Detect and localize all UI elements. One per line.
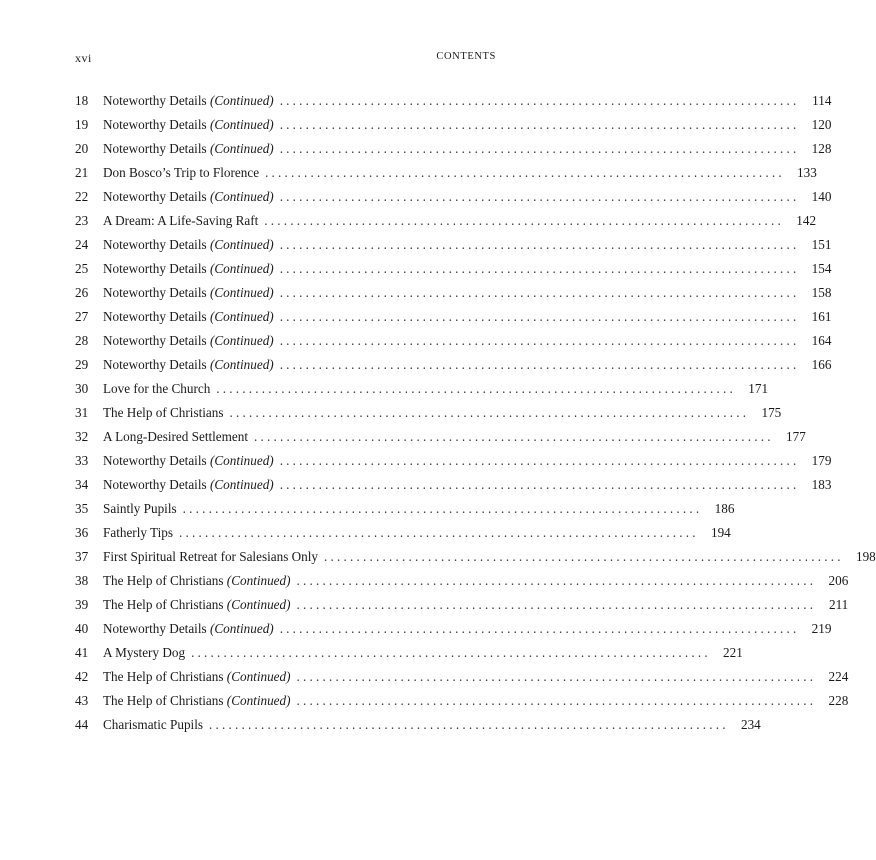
toc-entry[interactable] bbox=[75, 377, 769, 401]
chapter-title bbox=[103, 641, 185, 665]
toc-entry[interactable] bbox=[75, 401, 782, 425]
chapter-title bbox=[103, 281, 274, 305]
chapter-title bbox=[103, 545, 318, 569]
chapter-title-text: Fatherly Tips bbox=[103, 525, 173, 540]
chapter-number: 35 bbox=[75, 501, 89, 516]
chapter-number: 37 bbox=[75, 549, 89, 564]
chapter-subtitle: (Continued) bbox=[209, 453, 274, 468]
dot-leader: ................................................................................ bbox=[182, 501, 703, 516]
toc-entry[interactable] bbox=[75, 161, 817, 185]
page-reference: 198 bbox=[855, 549, 876, 564]
chapter-number: 19 bbox=[75, 117, 89, 132]
chapter-number: 23 bbox=[75, 213, 89, 228]
toc-entry[interactable] bbox=[75, 233, 832, 257]
chapter-title bbox=[103, 689, 291, 713]
chapter-subtitle: (Continued) bbox=[209, 237, 274, 252]
chapter-subtitle: (Continued) bbox=[209, 141, 274, 156]
toc-entry[interactable] bbox=[75, 689, 849, 713]
chapter-number: 32 bbox=[75, 429, 89, 444]
chapter-title-text: The Help of Christians bbox=[103, 405, 224, 420]
dot-leader: ................................................................................ bbox=[296, 573, 817, 588]
dot-leader: ................................................................................ bbox=[279, 453, 800, 468]
page-reference: 177 bbox=[786, 429, 806, 444]
chapter-title-text: The Help of Christians bbox=[103, 573, 227, 588]
chapter-subtitle: (Continued) bbox=[209, 117, 274, 132]
page-reference: 179 bbox=[811, 453, 832, 468]
chapter-title bbox=[103, 137, 274, 161]
page-reference: 228 bbox=[828, 693, 849, 708]
toc-entry[interactable] bbox=[75, 89, 832, 113]
chapter-number: 27 bbox=[75, 309, 89, 324]
chapter-number: 38 bbox=[75, 573, 89, 588]
chapter-subtitle: (Continued) bbox=[209, 333, 274, 348]
chapter-number: 31 bbox=[75, 405, 89, 420]
page-reference: 161 bbox=[811, 309, 832, 324]
chapter-title-text: Love for the Church bbox=[103, 381, 211, 396]
dot-leader: ................................................................................ bbox=[279, 93, 800, 108]
chapter-title-text: Noteworthy Details bbox=[103, 141, 210, 156]
chapter-title bbox=[103, 497, 177, 521]
chapter-subtitle: (Continued) bbox=[226, 669, 291, 684]
toc-entry[interactable] bbox=[75, 569, 849, 593]
page-reference: 164 bbox=[811, 333, 832, 348]
page-reference: 224 bbox=[828, 669, 849, 684]
chapter-number: 43 bbox=[75, 693, 89, 708]
dot-leader: ................................................................................ bbox=[254, 429, 774, 444]
chapter-number: 24 bbox=[75, 237, 89, 252]
toc-entry[interactable] bbox=[75, 617, 832, 641]
chapter-subtitle: (Continued) bbox=[226, 693, 291, 708]
chapter-title-text: Noteworthy Details bbox=[103, 237, 210, 252]
chapter-number: 44 bbox=[75, 717, 89, 732]
chapter-subtitle: (Continued) bbox=[209, 93, 274, 108]
table-of-contents bbox=[75, 89, 876, 737]
chapter-title-text: A Mystery Dog bbox=[103, 645, 186, 660]
page-reference: 120 bbox=[811, 117, 832, 132]
page-reference: 175 bbox=[761, 405, 782, 420]
toc-entry[interactable] bbox=[75, 425, 806, 449]
chapter-subtitle: (Continued) bbox=[209, 189, 274, 204]
toc-entry[interactable] bbox=[75, 641, 743, 665]
toc-entry[interactable] bbox=[75, 185, 832, 209]
dot-leader: ................................................................................ bbox=[279, 357, 800, 372]
chapter-title-text: The Help of Christians bbox=[103, 669, 227, 684]
dot-leader: ................................................................................ bbox=[279, 285, 800, 300]
chapter-title bbox=[103, 329, 274, 353]
chapter-title-text: Noteworthy Details bbox=[103, 477, 210, 492]
chapter-title bbox=[103, 377, 210, 401]
page-reference: 151 bbox=[811, 237, 832, 252]
chapter-title-text: Noteworthy Details bbox=[103, 189, 210, 204]
chapter-title bbox=[103, 305, 274, 329]
toc-entry[interactable] bbox=[75, 521, 731, 545]
dot-leader: ................................................................................ bbox=[279, 477, 800, 492]
chapter-title bbox=[103, 665, 291, 689]
dot-leader: ................................................................................ bbox=[296, 597, 817, 612]
dot-leader: ................................................................................ bbox=[279, 237, 800, 252]
chapter-number: 34 bbox=[75, 477, 89, 492]
page-reference: 166 bbox=[811, 357, 832, 372]
toc-entry[interactable] bbox=[75, 713, 761, 737]
chapter-subtitle: (Continued) bbox=[209, 285, 274, 300]
chapter-title-text: Charismatic Pupils bbox=[103, 717, 204, 732]
chapter-number: 21 bbox=[75, 165, 89, 180]
chapter-title bbox=[103, 401, 224, 425]
page-reference: 194 bbox=[710, 525, 731, 540]
chapter-title-text: Noteworthy Details bbox=[103, 261, 210, 276]
toc-entry[interactable] bbox=[75, 449, 832, 473]
chapter-title-text: Noteworthy Details bbox=[103, 117, 210, 132]
page-number: xvi bbox=[75, 51, 92, 65]
chapter-title bbox=[103, 617, 274, 641]
toc-entry[interactable] bbox=[75, 137, 832, 161]
dot-leader: ................................................................................ bbox=[296, 669, 817, 684]
chapter-title bbox=[103, 473, 274, 497]
chapter-title-text: Don Bosco’s Trip to Florence bbox=[103, 165, 260, 180]
page-reference: 140 bbox=[811, 189, 832, 204]
toc-entry[interactable] bbox=[75, 209, 817, 233]
chapter-number: 26 bbox=[75, 285, 89, 300]
chapter-title bbox=[103, 257, 274, 281]
chapter-title bbox=[103, 449, 274, 473]
chapter-number: 33 bbox=[75, 453, 89, 468]
page-reference: 154 bbox=[811, 261, 832, 276]
chapter-title-text: Noteworthy Details bbox=[103, 621, 210, 636]
page-reference: 234 bbox=[740, 717, 761, 732]
chapter-title-text: The Help of Christians bbox=[103, 597, 227, 612]
chapter-title bbox=[103, 113, 274, 137]
chapter-title-text: The Help of Christians bbox=[103, 693, 227, 708]
chapter-title-text: A Long-Desired Settlement bbox=[103, 429, 249, 444]
chapter-title bbox=[103, 713, 203, 737]
chapter-title bbox=[103, 353, 274, 377]
dot-leader: ................................................................................ bbox=[229, 405, 750, 420]
page-reference: 211 bbox=[828, 597, 849, 612]
dot-leader: ................................................................................ bbox=[279, 333, 800, 348]
chapter-title-text: Noteworthy Details bbox=[103, 285, 210, 300]
chapter-subtitle: (Continued) bbox=[226, 573, 291, 588]
toc-entry[interactable] bbox=[75, 353, 832, 377]
chapter-number: 39 bbox=[75, 597, 89, 612]
dot-leader: ................................................................................ bbox=[279, 189, 800, 204]
dot-leader: ................................................................................ bbox=[179, 525, 699, 540]
chapter-title bbox=[103, 569, 291, 593]
chapter-title bbox=[103, 521, 173, 545]
chapter-number: 41 bbox=[75, 645, 89, 660]
toc-entry[interactable] bbox=[75, 305, 832, 329]
dot-leader: ................................................................................ bbox=[296, 693, 817, 708]
page-reference: 183 bbox=[811, 477, 832, 492]
toc-entry[interactable] bbox=[75, 257, 832, 281]
chapter-number: 25 bbox=[75, 261, 89, 276]
chapter-title bbox=[103, 89, 274, 113]
dot-leader: ................................................................................ bbox=[191, 645, 711, 660]
chapter-number: 20 bbox=[75, 141, 89, 156]
section-title: CONTENTS bbox=[436, 51, 496, 62]
dot-leader: ................................................................................ bbox=[265, 165, 785, 180]
chapter-title bbox=[103, 425, 248, 449]
chapter-subtitle: (Continued) bbox=[226, 597, 291, 612]
dot-leader: ................................................................................ bbox=[279, 261, 800, 276]
chapter-number: 40 bbox=[75, 621, 89, 636]
dot-leader: ................................................................................ bbox=[209, 717, 729, 732]
dot-leader: ................................................................................ bbox=[324, 549, 844, 564]
toc-entry[interactable] bbox=[75, 473, 832, 497]
chapter-number: 42 bbox=[75, 669, 89, 684]
page-reference: 128 bbox=[811, 141, 832, 156]
page-reference: 171 bbox=[748, 381, 769, 396]
dot-leader: ................................................................................ bbox=[264, 213, 785, 228]
running-header bbox=[75, 51, 496, 71]
chapter-title-text: Saintly Pupils bbox=[103, 501, 177, 516]
chapter-title bbox=[103, 185, 274, 209]
page-reference: 206 bbox=[828, 573, 849, 588]
chapter-title-text: A Dream: A Life-Saving Raft bbox=[103, 213, 259, 228]
page-reference: 219 bbox=[811, 621, 832, 636]
chapter-title-text: Noteworthy Details bbox=[103, 309, 210, 324]
toc-entry[interactable] bbox=[75, 665, 849, 689]
chapter-number: 22 bbox=[75, 189, 89, 204]
chapter-subtitle: (Continued) bbox=[209, 309, 274, 324]
chapter-number: 18 bbox=[75, 93, 89, 108]
chapter-title-text: Noteworthy Details bbox=[103, 453, 210, 468]
page-reference: 158 bbox=[811, 285, 832, 300]
chapter-title-text: First Spiritual Retreat for Salesians Only bbox=[103, 549, 318, 564]
dot-leader: ................................................................................ bbox=[279, 141, 800, 156]
chapter-subtitle: (Continued) bbox=[209, 477, 274, 492]
dot-leader: ................................................................................ bbox=[279, 621, 800, 636]
chapter-number: 28 bbox=[75, 333, 89, 348]
chapter-title-text: Noteworthy Details bbox=[103, 357, 210, 372]
chapter-title bbox=[103, 161, 259, 185]
dot-leader: ................................................................................ bbox=[216, 381, 737, 396]
chapter-subtitle: (Continued) bbox=[209, 357, 274, 372]
toc-entry[interactable] bbox=[75, 497, 735, 521]
toc-entry[interactable] bbox=[75, 593, 849, 617]
chapter-number: 29 bbox=[75, 357, 89, 372]
chapter-subtitle: (Continued) bbox=[209, 261, 274, 276]
chapter-subtitle: (Continued) bbox=[209, 621, 274, 636]
chapter-title-text: Noteworthy Details bbox=[103, 93, 210, 108]
toc-entry[interactable] bbox=[75, 329, 832, 353]
toc-entry[interactable] bbox=[75, 113, 832, 137]
page-reference: 114 bbox=[812, 93, 832, 108]
dot-leader: ................................................................................ bbox=[279, 117, 800, 132]
chapter-number: 30 bbox=[75, 381, 89, 396]
chapter-number: 36 bbox=[75, 525, 89, 540]
chapter-title-text: Noteworthy Details bbox=[103, 333, 210, 348]
toc-entry[interactable] bbox=[75, 545, 876, 569]
toc-entry[interactable] bbox=[75, 281, 832, 305]
page-reference: 221 bbox=[723, 645, 743, 660]
page-reference: 133 bbox=[797, 165, 817, 180]
page-reference: 186 bbox=[714, 501, 735, 516]
dot-leader: ................................................................................ bbox=[279, 309, 800, 324]
chapter-title bbox=[103, 209, 258, 233]
chapter-title bbox=[103, 233, 274, 257]
chapter-title bbox=[103, 593, 291, 617]
page-reference: 142 bbox=[796, 213, 817, 228]
